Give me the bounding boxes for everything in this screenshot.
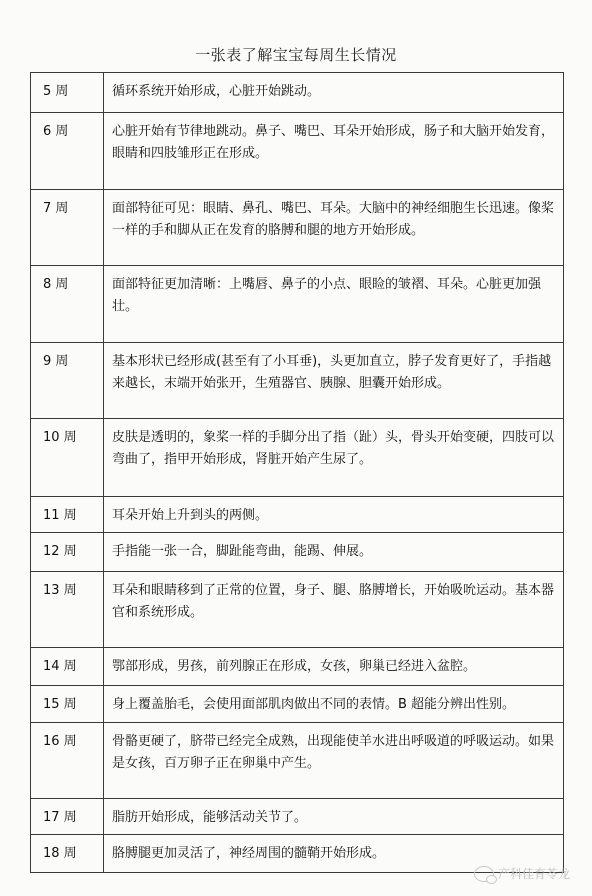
week-cell: 14 周: [31, 648, 104, 686]
watermark: [474, 865, 570, 882]
description-cell: 面部特征更加清晰：上嘴唇、鼻子的小点、眼睑的皱褶、耳朵。心脏更加强壮。: [104, 266, 564, 343]
table-row: [31, 648, 564, 686]
week-cell: 12 周: [31, 533, 104, 572]
week-cell: 5 周: [31, 73, 104, 113]
table-row: [31, 343, 564, 419]
week-cell: 17 周: [31, 799, 104, 835]
week-cell: 16 周: [31, 723, 104, 799]
table-row: [31, 723, 564, 799]
description-cell: 骨骼更硬了，脐带已经完全成熟，出现能使羊水进出呼吸道的呼吸运动。如果是女孩，百万卵子正在卵巢中产生。: [104, 723, 564, 799]
description-cell: 基本形状已经形成(甚至有了小耳垂)，头更加直立，脖子发育更好了，手指越来越长，末端开始张开，生殖器官、胰腺、胆囊开始形成。: [104, 343, 564, 419]
description-cell: 脂肪开始形成，能够活动关节了。: [104, 799, 564, 835]
description-cell: 胳膊腿更加灵活了，神经周围的髓鞘开始形成。: [104, 835, 564, 873]
table-row: [31, 73, 564, 113]
week-cell: 6 周: [31, 113, 104, 190]
table-row: [31, 572, 564, 648]
table-row: [31, 113, 564, 190]
table-row: [31, 266, 564, 343]
week-cell: 10 周: [31, 419, 104, 497]
table-row: [31, 497, 564, 533]
wechat-icon: [474, 866, 494, 882]
table-row: [31, 533, 564, 572]
description-cell: 耳朵和眼睛移到了正常的位置，身子、腿、胳膊增长，开始吸吮运动。基本器官和系统形成。: [104, 572, 564, 648]
description-cell: 心脏开始有节律地跳动。鼻子、嘴巴、耳朵开始形成，肠子和大脑开始发育，眼睛和四肢雏形正在形成。: [104, 113, 564, 190]
week-cell: 7 周: [31, 190, 104, 266]
table-row: [31, 419, 564, 497]
week-cell: 8 周: [31, 266, 104, 343]
week-cell: 11 周: [31, 497, 104, 533]
description-cell: 循环系统开始形成，心脏开始跳动。: [104, 73, 564, 113]
week-cell: 18 周: [31, 835, 104, 873]
description-cell: 手指能一张一合，脚趾能弯曲，能踢、伸展。: [104, 533, 564, 572]
description-cell: 面部特征可见：眼睛、鼻孔、嘴巴、耳朵。大脑中的神经细胞生长迅速。像桨一样的手和脚从正在发育的胳膊和腿的地方开始形成。: [104, 190, 564, 266]
description-cell: 鄂部形成，男孩，前列腺正在形成，女孩，卵巢已经进入盆腔。: [104, 648, 564, 686]
week-cell: 9 周: [31, 343, 104, 419]
description-cell: 耳朵开始上升到头的两侧。: [104, 497, 564, 533]
table-row: [31, 686, 564, 723]
watermark-text: 产科佳育苓龙: [497, 867, 570, 881]
table-row: [31, 799, 564, 835]
page-title: 一张表了解宝宝每周生长情况: [195, 46, 397, 64]
table-row: [31, 190, 564, 266]
week-cell: 15 周: [31, 686, 104, 723]
week-cell: 13 周: [31, 572, 104, 648]
description-cell: 身上覆盖胎毛，会使用面部肌肉做出不同的表情。B 超能分辨出性别。: [104, 686, 564, 723]
growth-table: [30, 72, 564, 873]
description-cell: 皮肤是透明的，象桨一样的手脚分出了指（趾）头，骨头开始变硬，四肢可以弯曲了，指甲开始形成，肾脏开始产生尿了。: [104, 419, 564, 497]
